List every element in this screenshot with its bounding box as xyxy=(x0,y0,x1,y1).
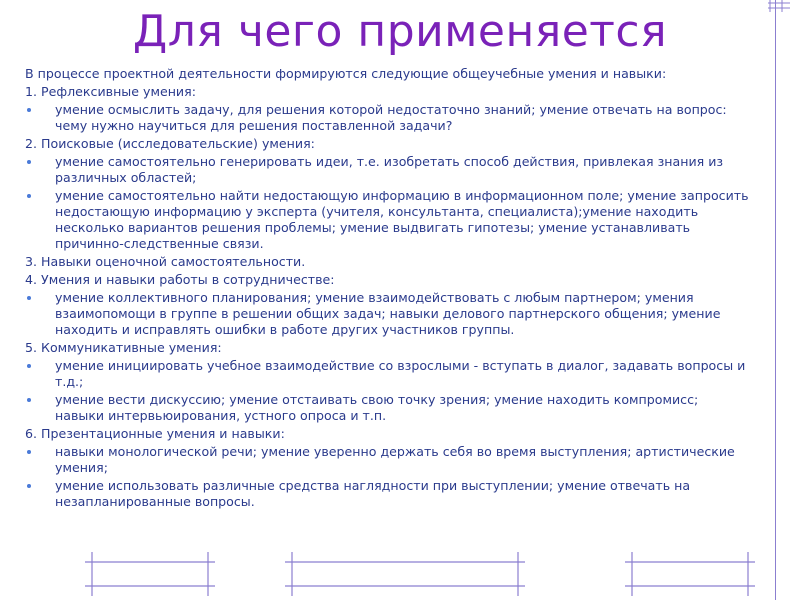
intro-text: В процессе проектной деятельности формируются следующие общеучебные умения и навыки: xyxy=(25,66,667,81)
slide-body xyxy=(25,66,750,512)
bullet-text: умение самостоятельно генерировать идеи, т.е. изобретать способ действия, привлекая знания из различных областей; xyxy=(55,154,724,185)
bullet-icon xyxy=(27,398,31,402)
bullet-text: умение самостоятельно найти недостающую информацию в информационном поле; умение запросить недостающую информацию у эксперта (учителя, консультанта, специалиста);умение находить несколько вариантов решения проблемы; умение выдвигать гипотезы; умение устанавливать причинно-следственные связи. xyxy=(55,188,749,251)
bullet-icon xyxy=(27,160,31,164)
bullet-item xyxy=(25,290,750,338)
bullet-item xyxy=(25,188,750,252)
bullet-text: умение вести дискуссию; умение отстаивать свою точку зрения; умение находить компромисс; навыки интервьюирования, устного опроса и т.п. xyxy=(55,392,699,423)
bullet-item xyxy=(25,444,750,476)
bullet-text: навыки монологической речи; умение уверенно держать себя во время выступления; артистические умения; xyxy=(55,444,735,475)
bullet-icon xyxy=(27,194,31,198)
bullet-icon xyxy=(27,296,31,300)
section-heading: 5. Коммуникативные умения: xyxy=(25,340,222,355)
bullet-item xyxy=(25,102,750,134)
bullet-text: умение коллективного планирования; умение взаимодействовать с любым партнером; умения взаимопомощи в группе в решении общих задач; навыки делового партнерского общения; умение находить и исправлять ошибки в работе других участников группы. xyxy=(55,290,721,337)
bullet-icon xyxy=(27,108,31,112)
bullet-text: умение осмыслить задачу, для решения которой недостаточно знаний; умение отвечать на вопрос: чему нужно научиться для решения поставленной задачи? xyxy=(55,102,727,133)
section-heading: 6. Презентационные умения и навыки: xyxy=(25,426,285,441)
bullet-icon xyxy=(27,484,31,488)
bullet-text: умение использовать различные средства наглядности при выступлении; умение отвечать на незапланированные вопросы. xyxy=(55,478,691,509)
bullet-item xyxy=(25,478,750,510)
bullet-text: умение инициировать учебное взаимодействие со взрослыми - вступать в диалог, задавать вопросы и т.д.; xyxy=(55,358,746,389)
section-heading: 4. Умения и навыки работы в сотрудничестве: xyxy=(25,272,335,287)
bullet-icon xyxy=(27,364,31,368)
bullet-icon xyxy=(27,450,31,454)
section-heading: 2. Поисковые (исследовательские) умения: xyxy=(25,136,315,151)
bullet-item xyxy=(25,358,750,390)
bullet-item xyxy=(25,392,750,424)
section-heading: 1. Рефлексивные умения: xyxy=(25,84,196,99)
bullet-item xyxy=(25,154,750,186)
slide-title: Для чего применяется xyxy=(132,6,668,57)
section-heading: 3. Навыки оценочной самостоятельности. xyxy=(25,254,306,269)
